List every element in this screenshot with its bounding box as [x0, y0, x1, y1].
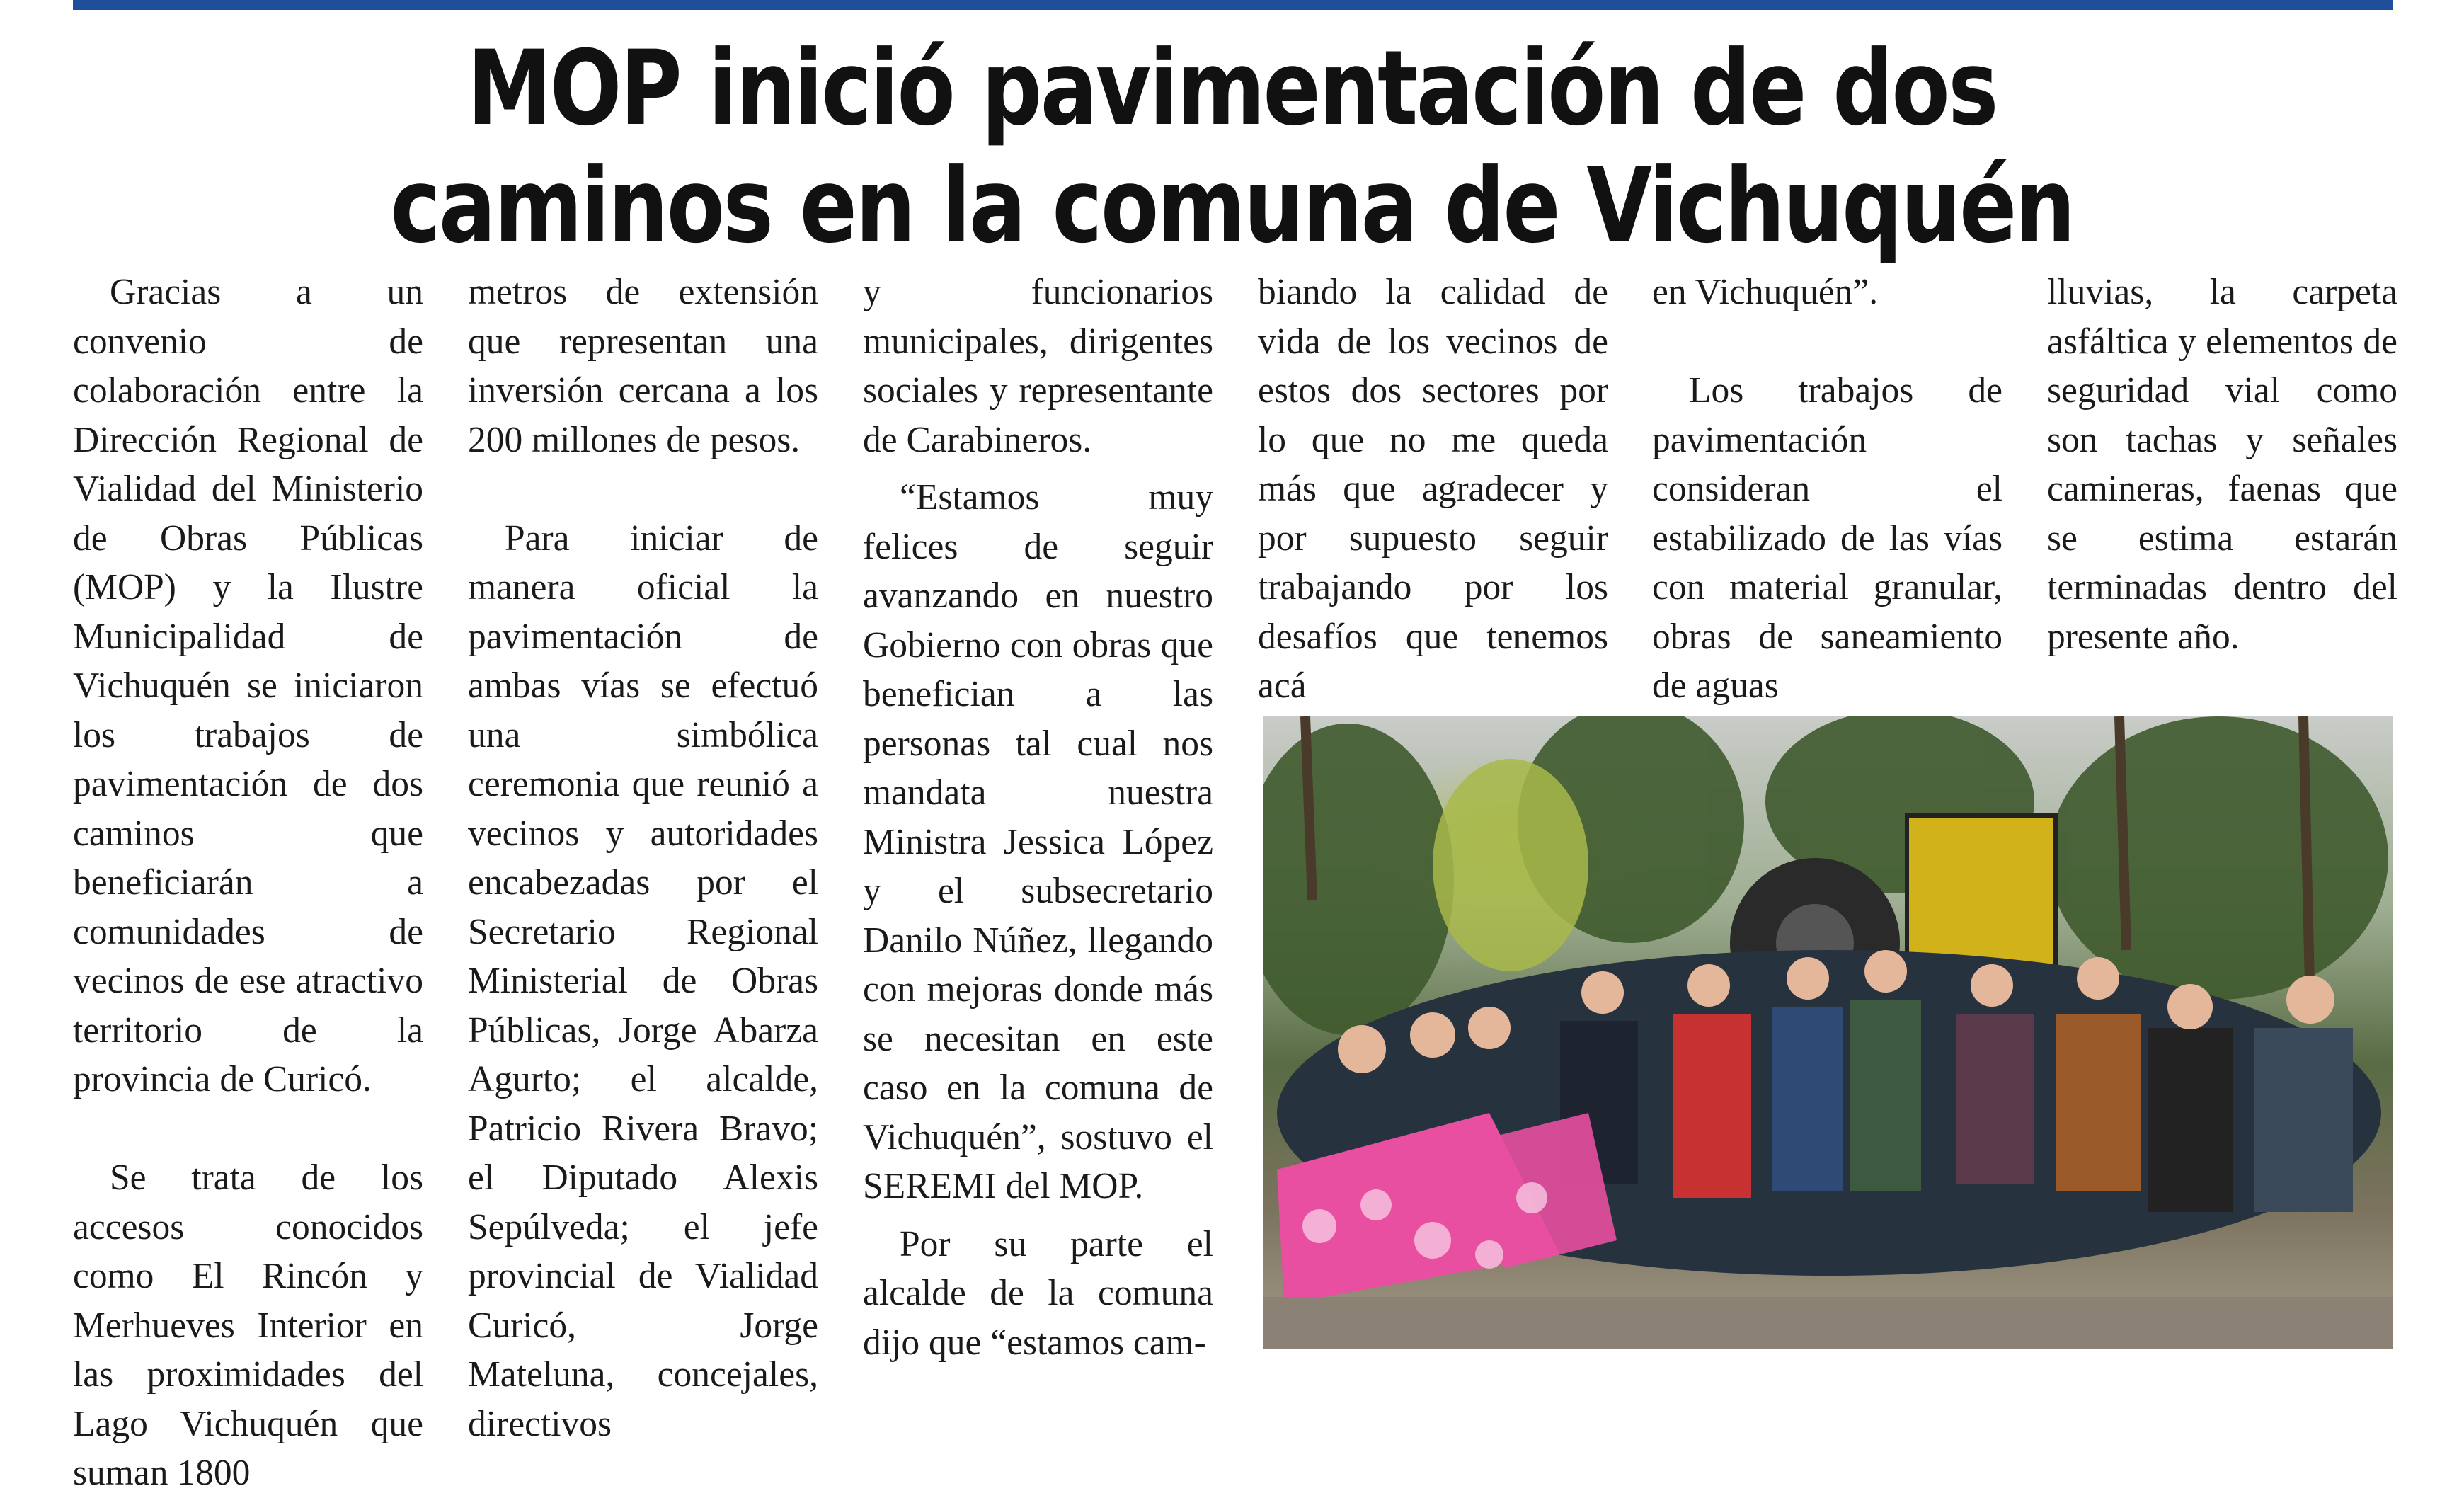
article-column-5	[1652, 268, 2002, 711]
paragraph: Gracias a un convenio de colaboración entre la Dirección Regional de Vialidad del Ministerio de Obras Públicas (MOP) y la Ilustre Municipalidad de Vichuquén se iniciaron los trabajos de pavimentación de dos caminos que beneficiarán a comunidades de vecinos de ese atractivo territorio de la provincia de Curicó.	[73, 272, 423, 1099]
article-column-6	[2047, 268, 2397, 661]
headline	[222, 30, 2242, 265]
paragraph: Se trata de los accesos conocidos como El Rincón y Merhueves Interior en las proximidades del Lago Vichuquén que suman 1800	[73, 1157, 423, 1493]
article-photo	[1263, 716, 2393, 1349]
paragraph: en Vichuquén”.	[1652, 272, 1879, 312]
paragraph: lluvias, la carpeta asfáltica y elementos de seguridad vial como son tachas y señales camineras, faenas que se estima estarán terminadas dentro del presente año.	[2047, 272, 2397, 657]
article-column-1	[73, 268, 423, 1498]
paragraph: metros de extensión que representan una inversión cercana a los 200 millones de pesos.	[468, 272, 818, 460]
paragraph: “Estamos muy felices de seguir avanzando en nuestro Gobierno con obras que benefician a las personas tal cual nos mandata nuestra Ministra Jessica López y el subsecretario Danilo Núñez, llegando con mejoras donde más se necesitan en este caso en la comuna de Vichuquén”, sostuvo el SEREMI del MOP.	[863, 477, 1213, 1206]
paragraph: y funcionarios municipales, dirigentes sociales y representante de Carabineros.	[863, 272, 1213, 460]
article-column-2	[468, 268, 818, 1448]
headline-line-2: caminos en la comuna de Vichuquén	[390, 146, 2074, 266]
article-column-3	[863, 268, 1213, 1367]
paragraph: biando la calidad de vida de los vecinos de estos dos sectores por lo que no me queda más que agradecer y por supuesto seguir trabajando por los desafíos que tenemos acá	[1258, 272, 1608, 706]
paragraph: Para iniciar de manera oficial la pavimentación de ambas vías se efectuó una simbólica ceremonia que reunió a vecinos y autoridades encabezadas por el Secretario Regional Ministerial de Obras Públicas, Jorge Abarza Agurto; el alcalde, Patricio Rivera Bravo; el Diputado Alexis Sepúlveda; el jefe provincial de Vialidad Curicó, Jorge Mateluna, concejales, directivos	[468, 518, 818, 1444]
photo-illustration	[1263, 716, 2393, 1349]
top-rule	[73, 0, 2393, 10]
article-column-4	[1258, 268, 1608, 711]
paragraph: Por su parte el alcalde de la comuna dijo que “estamos cam-	[863, 1223, 1213, 1363]
headline-line-1: MOP inició pavimentación de dos	[466, 28, 1998, 149]
paragraph: Los trabajos de pavimentación consideran el estabilizado de las vías con material granular, obras de saneamiento de aguas	[1652, 370, 2002, 706]
